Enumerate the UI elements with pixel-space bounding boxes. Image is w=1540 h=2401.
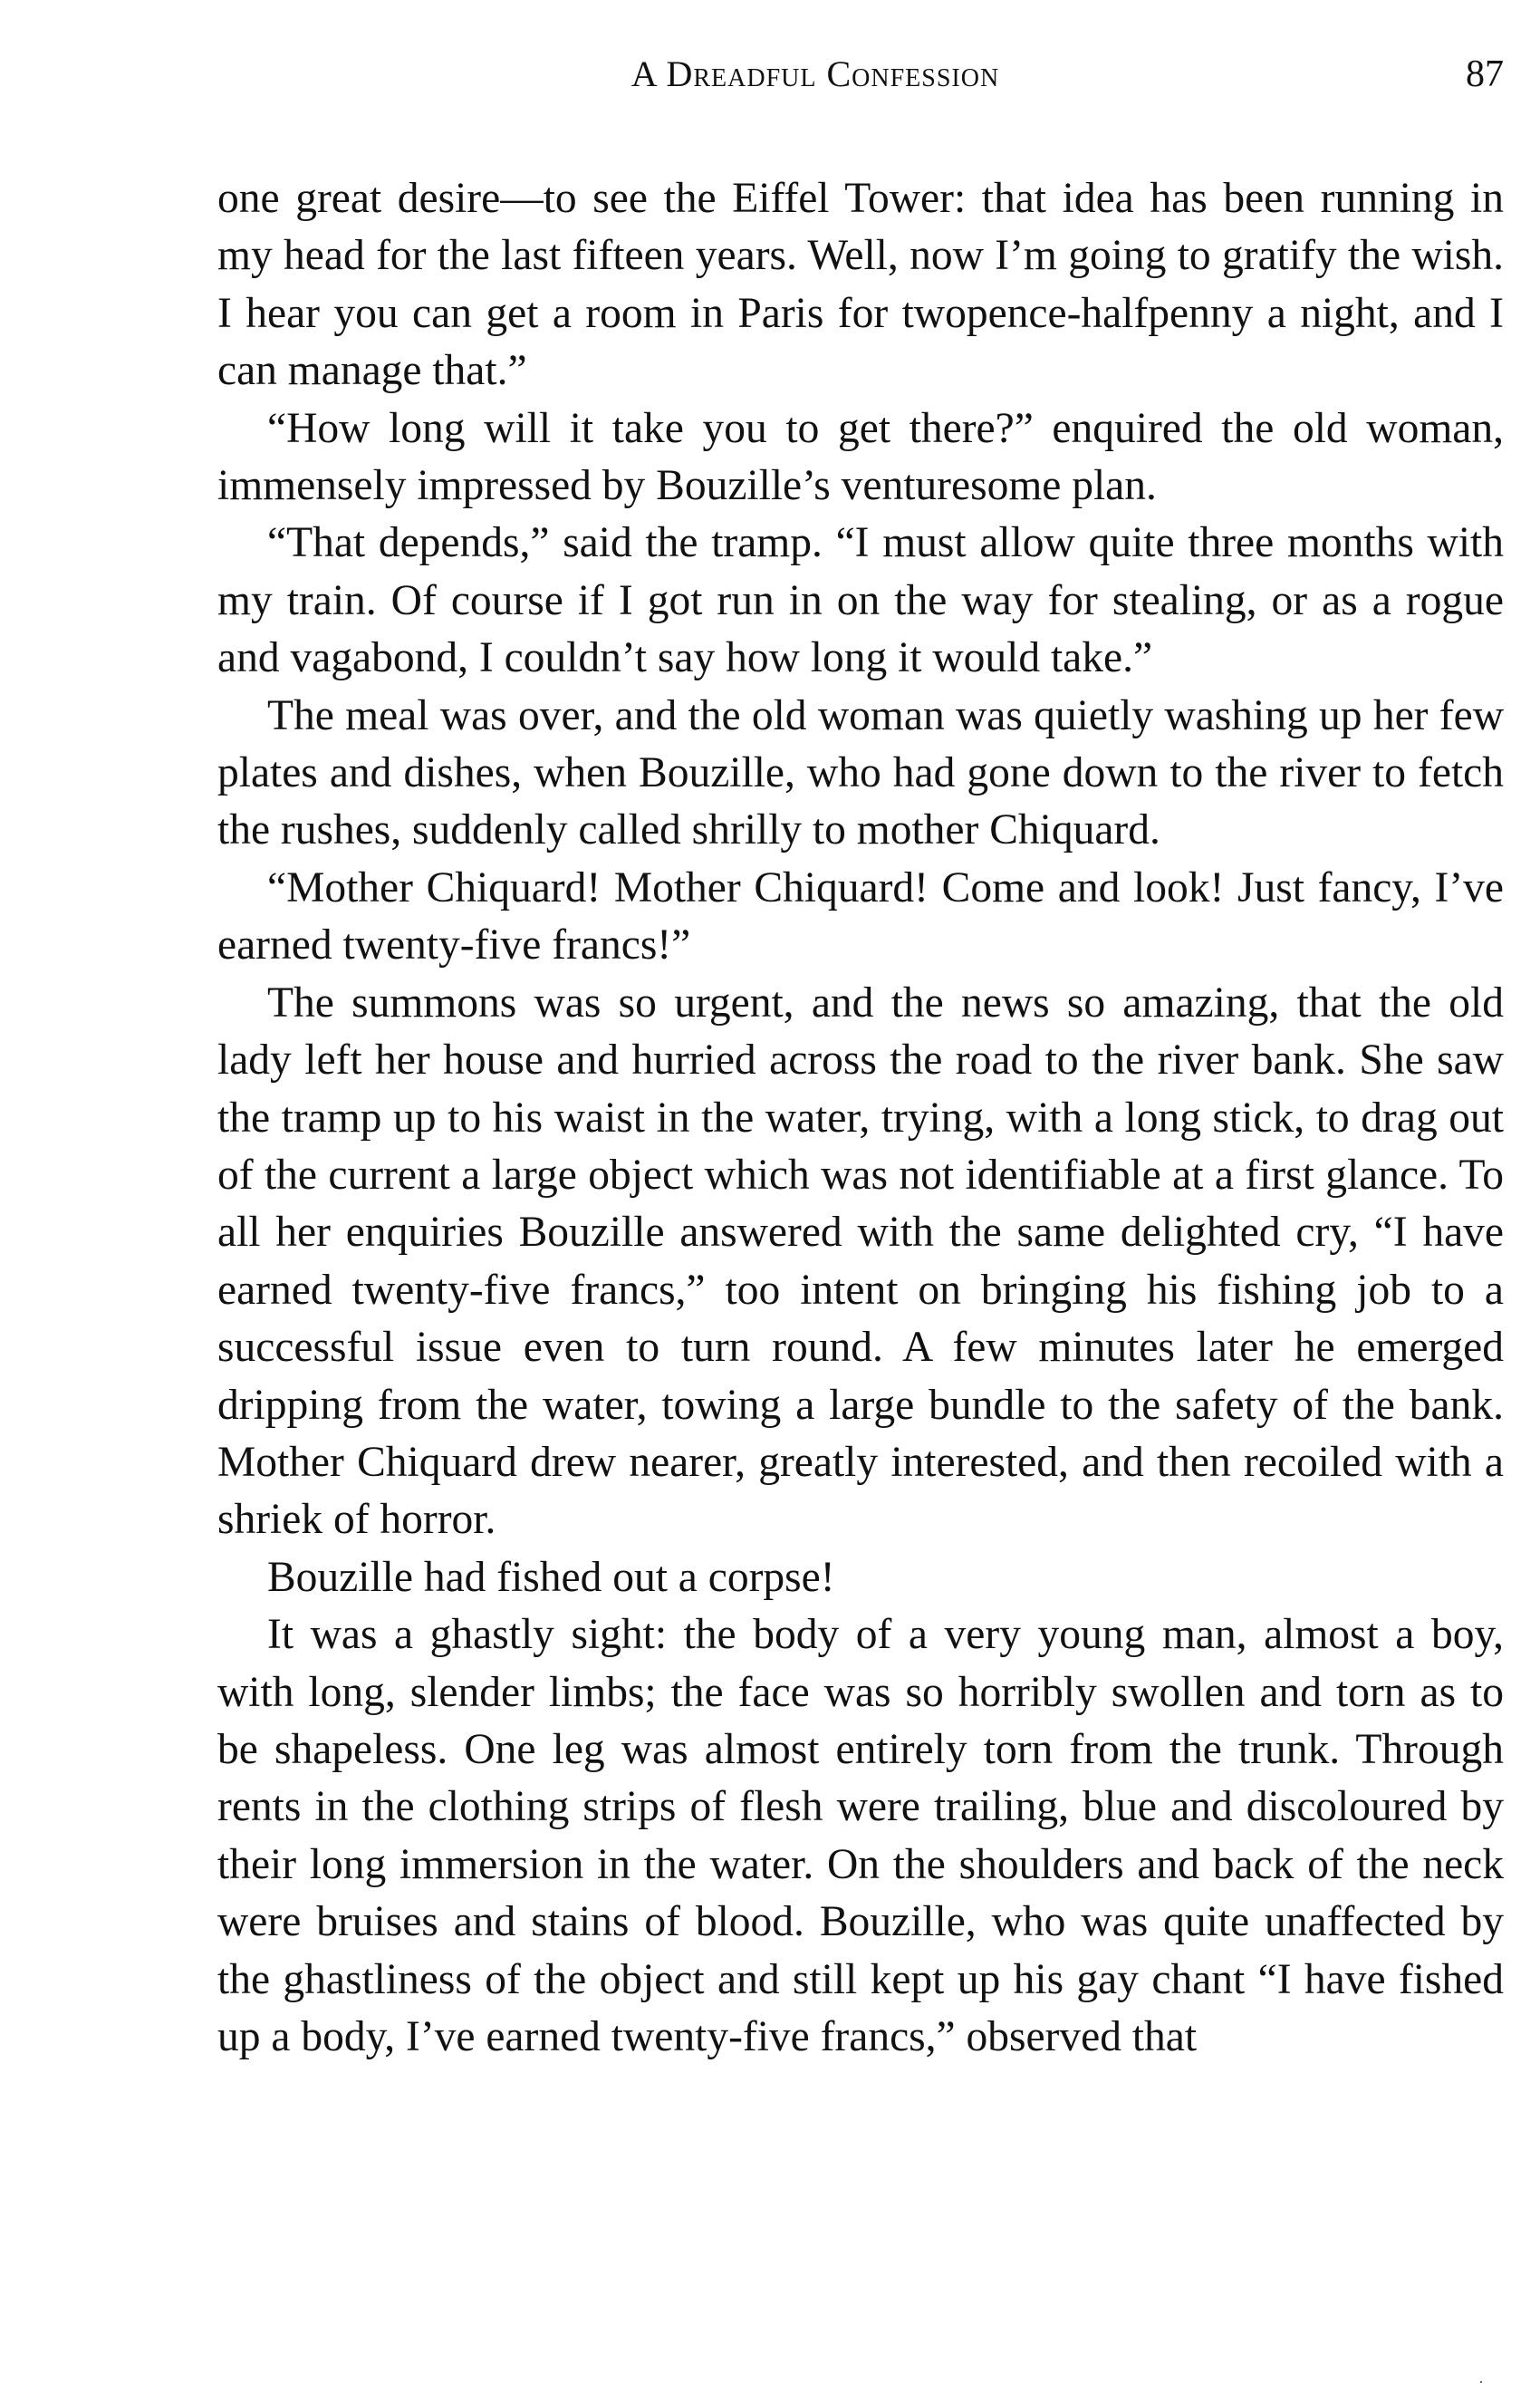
paragraph: It was a ghastly sight: the body of a very young man, almost a boy, with long, slender limbs; the face was so horribly swollen and torn as to be shapeless. One leg was almost entirely torn from the trunk. Through rents in the clothing strips of flesh were trailing, blue and discoloured by their long immersion in the water. On the shoulders and back of the neck were bruises and stains of blood. Bouzille, who was quite unaffected by the ghastliness of the object and still kept up his gay chant “I have fished up a body, I’ve earned twenty-five francs,” observed that [217,1611,1504,2060]
body-text [217,170,1504,2066]
paragraph: Bouzille had fished out a corpse! [267,1553,835,1601]
running-head [217,47,1504,101]
paragraph: “That depends,” said the tramp. “I must allow quite three months with my train. Of course if I got run in on the way for stealing, or as a rogue and vagabond, I couldn’t say how long it would take.” [217,519,1504,682]
paragraph: The summons was so urgent, and the news so amazing, that the old lady left her house and hurried across the road to the river bank. She saw the tramp up to his waist in the water, trying, with a long stick, to drag out of the current a large object which was not identifiable at a first glance. To all her enquiries Bouzille answered with the same delighted cry, “I have earned twenty-five francs,” too intent on bringing his fishing job to a successful issue even to turn round. A few minutes later he emerged dripping from the water, towing a large bundle to the safety of the bank. Mother Chiquard drew nearer, greatly interested, and then recoiled with a shriek of horror. [217,979,1504,1544]
paragraph: The meal was over, and the old woman was quietly washing up her few plates and dishes, when Bouzille, who had gone down to the river to fetch the rushes, suddenly called shrilly to mother Chiquard. [217,691,1504,854]
paragraph: “How long will it take you to get there?” enquired the old woman, immensely impressed by Bouzille’s venturesome plan. [217,404,1504,510]
paragraph-continuation: one great desire—to see the Eiffel Tower: that idea has been running in my head for the last fifteen years. Well, now I’m going to gratify the wish. I hear you can get a room in Paris for twopence-halfpenny a night, and I can manage that.” [217,175,1504,395]
scan-speck [1480,2381,1482,2383]
running-title: A Dreadful Confession [630,53,1000,94]
paragraph: “Mother Chiquard! Mother Chiquard! Come and look! Just fancy, I’ve earned twenty-five francs!” [217,863,1504,969]
page-number: 87 [1466,53,1504,95]
